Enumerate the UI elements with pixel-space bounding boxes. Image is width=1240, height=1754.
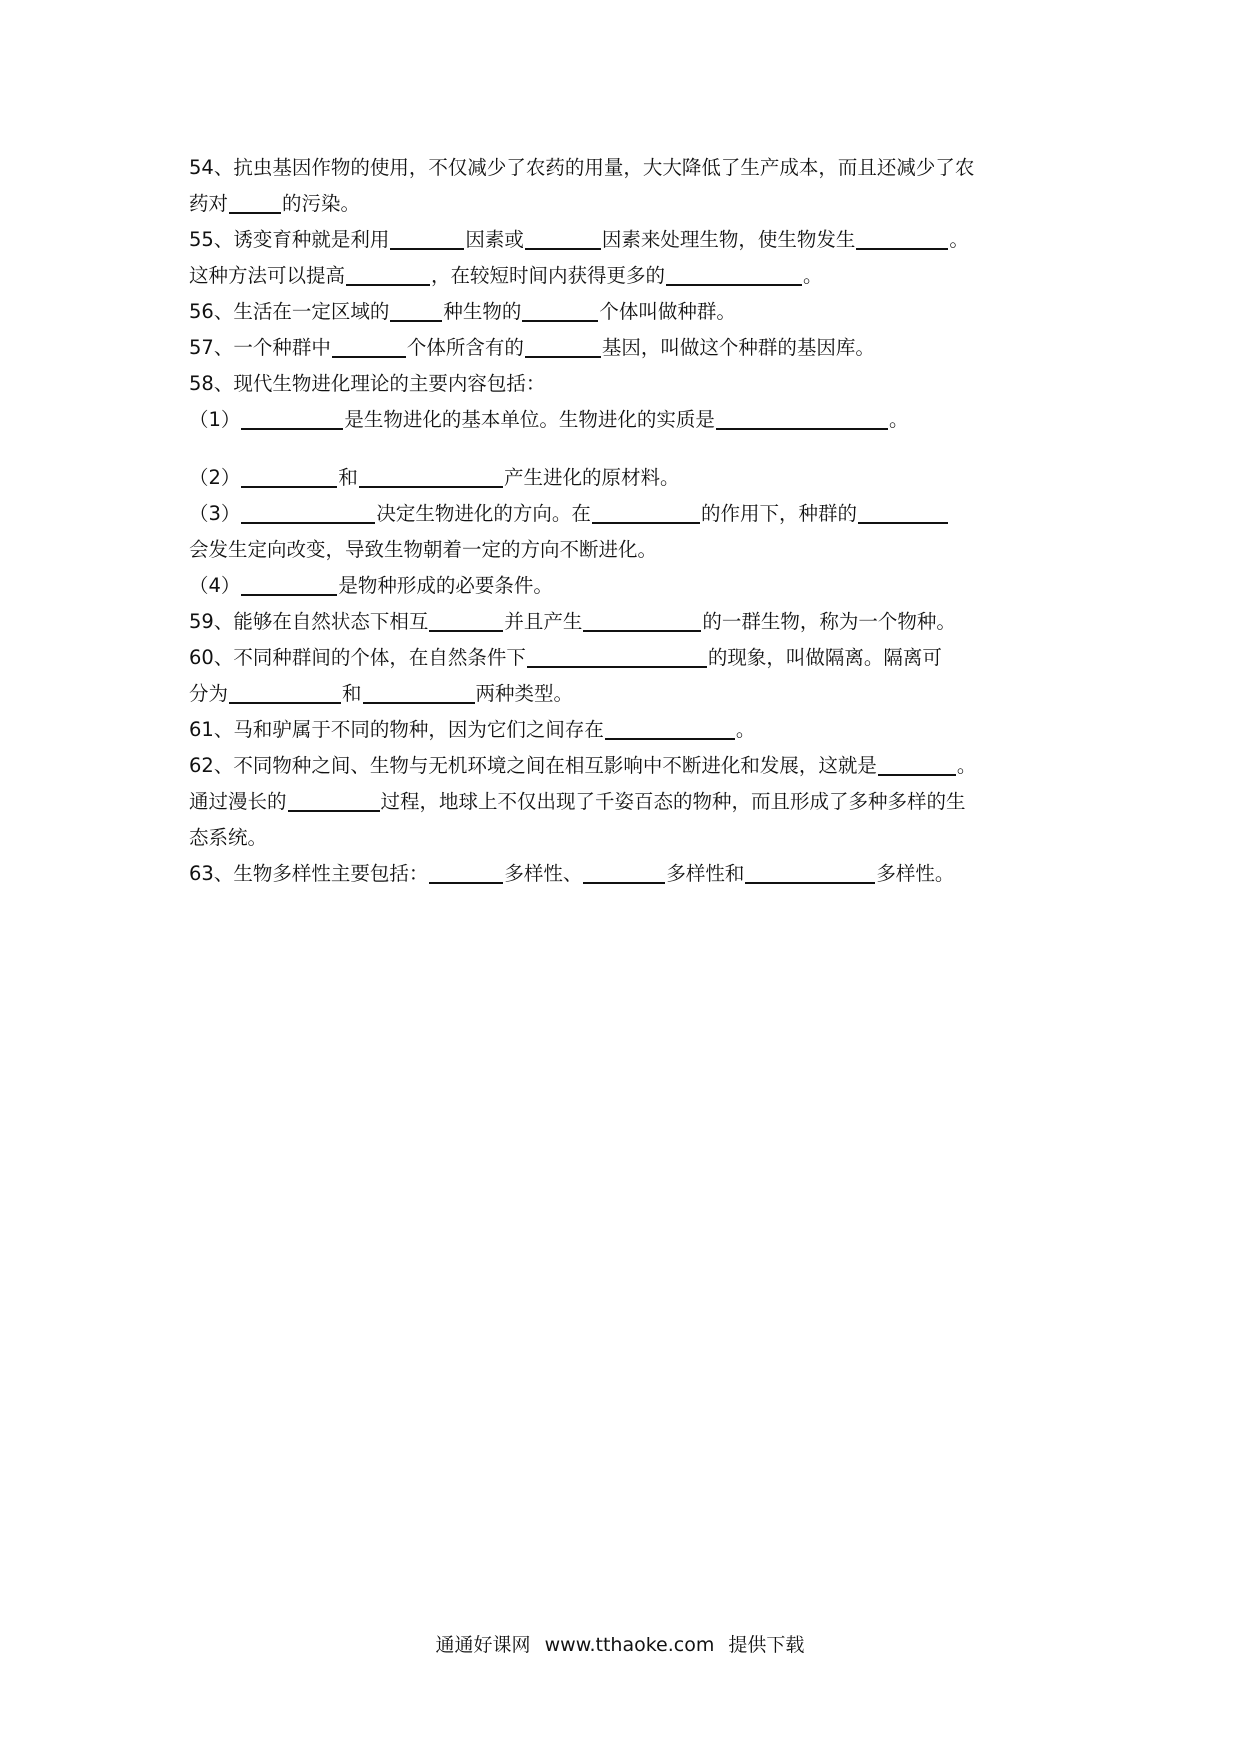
footer-url: www.tthaoke.com [544,1634,715,1656]
question-54-line-1: 54、抗虫基因作物的使用，不仅减少了农药的用量，大大降低了生产成本，而且还减少了农 [189,156,975,179]
question-62-line-1: 62、不同物种之间、生物与无机环境之间在相互影响中不断进化和发展，这就是 。 [189,754,977,777]
answer-blank [716,406,888,430]
question-57: 57、一个种群中 个体所含有的 基因，叫做这个种群的基因库。 [189,336,875,359]
question-60-line-2: 分为 和 两种类型。 [189,682,574,705]
answer-blank [363,680,475,704]
answer-blank [390,226,464,250]
answer-blank [429,608,503,632]
answer-blank [241,572,337,596]
question-59: 59、能够在自然状态下相互 并且产生 的一群生物，称为一个物种。 [189,610,956,633]
footer-suffix: 提供下载 [728,1634,805,1656]
answer-blank [856,226,948,250]
answer-blank [390,298,442,322]
answer-blank [332,334,406,358]
question-58-part-2: （2） 和 产生进化的原材料。 [189,466,680,489]
answer-blank [429,860,503,884]
answer-blank [666,262,802,286]
answer-blank [583,860,665,884]
answer-blank [592,500,700,524]
answer-blank [241,406,343,430]
answer-blank [229,190,281,214]
question-58-part-3-cont: 会发生定向改变，导致生物朝着一定的方向不断进化。 [189,538,658,561]
answer-blank [527,644,707,668]
question-58-intro: 58、现代生物进化理论的主要内容包括： [189,372,546,395]
answer-blank [241,500,375,524]
question-sheet [189,150,1064,892]
footer-site-name: 通通好课网 [435,1634,531,1656]
question-63: 63、生物多样性主要包括： 多样性、 多样性和 多样性。 [189,862,955,885]
answer-blank [745,860,875,884]
answer-blank [525,226,601,250]
spacer [189,438,1064,460]
answer-blank [525,334,601,358]
answer-blank [346,262,430,286]
question-55-line-2: 这种方法可以提高 ，在较短时间内获得更多的 。 [189,264,823,287]
question-60-line-1: 60、不同种群间的个体，在自然条件下 的现象，叫做隔离。隔离可 [189,646,942,669]
question-55-line-1: 55、诱变育种就是利用 因素或 因素来处理生物，使生物发生 。 [189,228,969,251]
answer-blank [229,680,341,704]
page-footer [0,1630,1240,1657]
question-56: 56、生活在一定区域的 种生物的 个体叫做种群。 [189,300,736,323]
question-62-line-3: 态系统。 [189,826,268,849]
answer-blank [583,608,701,632]
answer-blank [522,298,598,322]
question-62-line-2: 通过漫长的 过程，地球上不仅出现了千姿百态的物种，而且形成了多种多样的生 [189,790,966,813]
answer-blank [288,788,380,812]
answer-blank [858,500,948,524]
question-58-part-4: （4） 是物种形成的必要条件。 [189,574,553,597]
question-58-part-1: （1） 是生物进化的基本单位。生物进化的实质是 。 [189,408,909,431]
question-58-part-3: （3） 决定生物进化的方向。在 的作用下，种群的 [189,496,1064,532]
answer-blank [359,464,503,488]
question-54-line-2: 药对 的污染。 [189,192,361,215]
answer-blank [605,716,735,740]
question-61: 61、马和驴属于不同的物种，因为它们之间存在 。 [189,718,756,741]
answer-blank [241,464,337,488]
answer-blank [878,752,956,776]
